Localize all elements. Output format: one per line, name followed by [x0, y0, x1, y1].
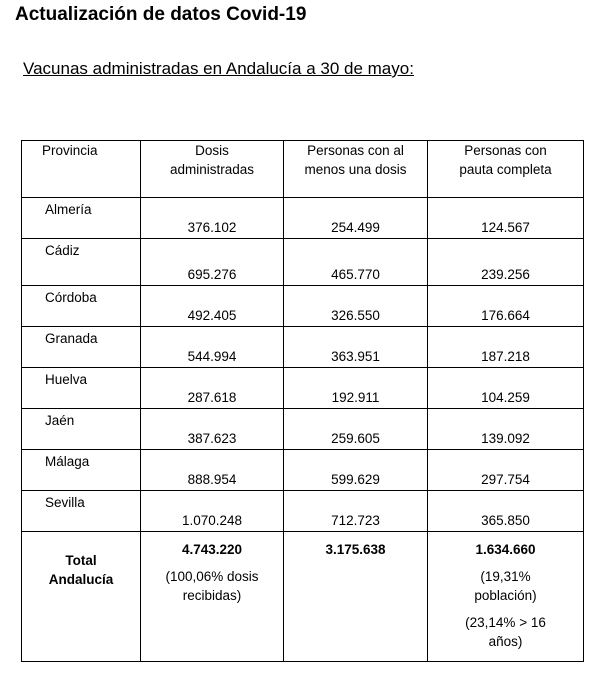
table-row — [22, 198, 584, 239]
provincia-cell: Huelva — [22, 368, 141, 409]
table-row — [22, 450, 584, 491]
total-una-dosis: 3.175.638 — [325, 542, 386, 557]
provincia-cell: Granada — [22, 327, 141, 368]
vaccination-table — [21, 140, 584, 662]
table-row — [22, 286, 584, 327]
una-dosis-cell: 326.550 — [284, 286, 428, 327]
total-row — [22, 532, 584, 662]
total-label-line1: Total — [65, 553, 97, 568]
una-dosis-cell: 712.723 — [284, 491, 428, 532]
table-row — [22, 327, 584, 368]
dosis-cell: 376.102 — [141, 198, 284, 239]
header-dosis-line1: Dosis — [195, 143, 229, 158]
dosis-cell: 544.994 — [141, 327, 284, 368]
table-row — [22, 491, 584, 532]
table-row — [22, 368, 584, 409]
total-pauta-cell — [428, 532, 584, 662]
header-pauta — [428, 141, 584, 198]
total-pauta-note — [428, 559, 583, 605]
total-una-dosis-cell — [284, 532, 428, 662]
total-pauta: 1.634.660 — [475, 542, 536, 557]
provincia-cell: Cádiz — [22, 239, 141, 286]
total-dosis-note-line2: recibidas) — [182, 588, 242, 603]
pauta-cell: 297.754 — [428, 450, 584, 491]
pauta-cell: 176.664 — [428, 286, 584, 327]
total-dosis-cell — [141, 532, 284, 662]
page-subtitle: Vacunas administradas en Andalucía a 30 de mayo: — [23, 59, 414, 78]
total-label-line2: Andalucía — [48, 572, 114, 587]
dosis-cell: 492.405 — [141, 286, 284, 327]
total-pauta-note-line1: (19,31% — [480, 569, 531, 584]
provincia-cell: Almería — [22, 198, 141, 239]
header-pauta-line2: pauta completa — [459, 162, 552, 177]
provincia-cell: Córdoba — [22, 286, 141, 327]
total-pauta-note-2 — [428, 605, 583, 661]
una-dosis-cell: 465.770 — [284, 239, 428, 286]
table-row — [22, 409, 584, 450]
una-dosis-cell: 363.951 — [284, 327, 428, 368]
provincia-cell: Málaga — [22, 450, 141, 491]
dosis-cell: 888.954 — [141, 450, 284, 491]
header-provincia: Provincia — [22, 141, 141, 198]
pauta-cell: 365.850 — [428, 491, 584, 532]
pauta-cell: 187.218 — [428, 327, 584, 368]
total-pauta-note-line2: población) — [474, 588, 537, 603]
dosis-cell: 287.618 — [141, 368, 284, 409]
dosis-cell: 387.623 — [141, 409, 284, 450]
page-title: Actualización de datos Covid-19 — [15, 4, 307, 25]
header-una-dosis-line1: Personas con al — [307, 143, 404, 158]
una-dosis-cell: 259.605 — [284, 409, 428, 450]
dosis-cell: 695.276 — [141, 239, 284, 286]
dosis-cell: 1.070.248 — [141, 491, 284, 532]
provincia-cell: Sevilla — [22, 491, 141, 532]
table-header-row — [22, 141, 584, 198]
header-una-dosis-line2: menos una dosis — [304, 162, 407, 177]
pauta-cell: 104.259 — [428, 368, 584, 409]
pauta-cell: 139.092 — [428, 409, 584, 450]
table-row — [22, 239, 584, 286]
pauta-cell: 239.256 — [428, 239, 584, 286]
total-dosis-note-line1: (100,06% dosis — [165, 569, 259, 584]
provincia-cell: Jaén — [22, 409, 141, 450]
total-dosis-note — [141, 559, 283, 605]
header-dosis-line2: administradas — [169, 162, 255, 177]
header-pauta-line1: Personas con — [464, 143, 547, 158]
total-pauta-note2-line2: años) — [488, 634, 523, 649]
una-dosis-cell: 192.911 — [284, 368, 428, 409]
pauta-cell: 124.567 — [428, 198, 584, 239]
header-dosis — [141, 141, 284, 198]
total-pauta-note2-line1: (23,14% > 16 — [465, 615, 546, 630]
una-dosis-cell: 254.499 — [284, 198, 428, 239]
una-dosis-cell: 599.629 — [284, 450, 428, 491]
total-dosis: 4.743.220 — [181, 542, 243, 557]
total-label — [22, 532, 141, 662]
header-una-dosis — [284, 141, 428, 198]
